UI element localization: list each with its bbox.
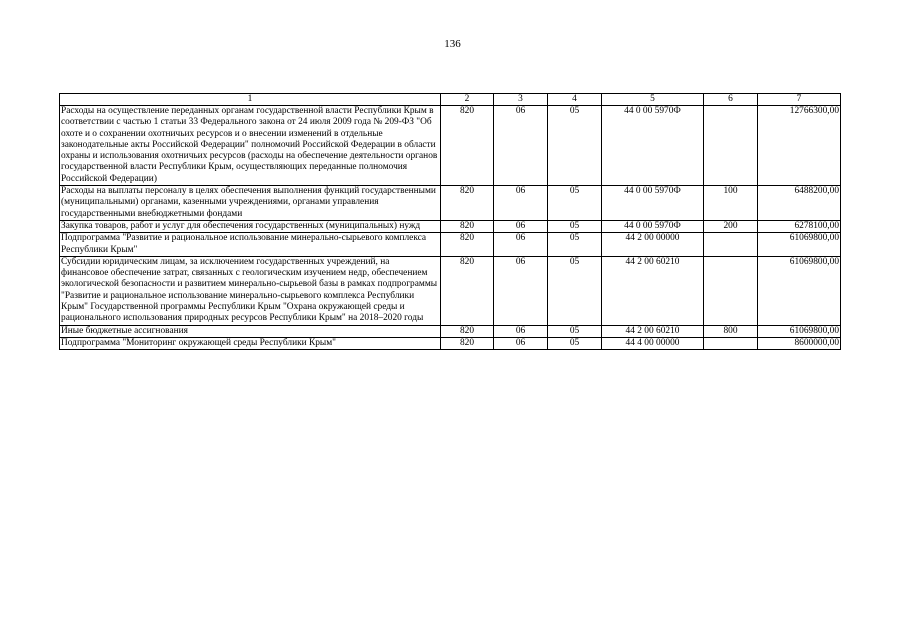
table-row xyxy=(60,325,841,337)
row-ministry-code: 820 xyxy=(441,186,494,221)
row-amount: 6488200,00 xyxy=(758,186,841,221)
table-row xyxy=(60,337,841,349)
row-subsection: 05 xyxy=(548,220,602,232)
row-subsection: 05 xyxy=(548,325,602,337)
table-row xyxy=(60,233,841,257)
table-row xyxy=(60,106,841,186)
row-target-code: 44 2 00 60210 xyxy=(602,325,704,337)
header-col-5: 5 xyxy=(602,94,704,106)
row-expense-type: 800 xyxy=(704,325,758,337)
row-target-code: 44 0 00 5970Ф xyxy=(602,106,704,186)
row-section: 06 xyxy=(494,186,548,221)
table-row xyxy=(60,256,841,325)
header-col-7: 7 xyxy=(758,94,841,106)
row-ministry-code: 820 xyxy=(441,256,494,325)
row-section: 06 xyxy=(494,325,548,337)
row-amount: 8600000,00 xyxy=(758,337,841,349)
row-ministry-code: 820 xyxy=(441,106,494,186)
header-col-1: 1 xyxy=(60,94,441,106)
row-subsection: 05 xyxy=(548,233,602,257)
table-row xyxy=(60,186,841,221)
row-expense-type xyxy=(704,233,758,257)
row-section: 06 xyxy=(494,337,548,349)
row-target-code: 44 0 00 5970Ф xyxy=(602,186,704,221)
row-name: Иные бюджетные ассигнования xyxy=(60,325,441,337)
row-amount: 6278100,00 xyxy=(758,220,841,232)
table-header-row xyxy=(60,94,841,106)
row-section: 06 xyxy=(494,233,548,257)
row-amount: 61069800,00 xyxy=(758,325,841,337)
row-subsection: 05 xyxy=(548,106,602,186)
row-ministry-code: 820 xyxy=(441,233,494,257)
page-number: 136 xyxy=(444,38,461,50)
row-subsection: 05 xyxy=(548,256,602,325)
row-target-code: 44 4 00 00000 xyxy=(602,337,704,349)
header-col-6: 6 xyxy=(704,94,758,106)
row-name: Расходы на осуществление переданных органам государственной власти Республики Крым в соответствии с частью 1 статьи 33 Федерального закона от 24 июля 2009 года № 209-ФЗ "Об охоте и о сохранении охотничьих ресурсов и о внесении изменений в отдельные законодательные акты Российской Федерации" полномочий Российской Федерации в области охраны и использования охотничьих ресурсов (расходы на обеспечение деятельности органов государственной власти Республики Крым, осуществляющих переданные полномочия Российской Федерации) xyxy=(60,106,441,186)
header-col-3: 3 xyxy=(494,94,548,106)
row-name: Расходы на выплаты персоналу в целях обеспечения выполнения функций государственными (муниципальными) органами, казенными учреждениями, органами управления государственными внебюджетными фондами xyxy=(60,186,441,221)
row-section: 06 xyxy=(494,256,548,325)
row-expense-type xyxy=(704,337,758,349)
row-amount: 12766300,00 xyxy=(758,106,841,186)
row-name: Подпрограмма "Развитие и рациональное использование минерально-сырьевого комплекса Республики Крым" xyxy=(60,233,441,257)
row-amount: 61069800,00 xyxy=(758,256,841,325)
row-name: Подпрограмма "Мониторинг окружающей среды Республики Крым" xyxy=(60,337,441,349)
table-row xyxy=(60,220,841,232)
row-ministry-code: 820 xyxy=(441,325,494,337)
row-subsection: 05 xyxy=(548,186,602,221)
row-expense-type xyxy=(704,256,758,325)
row-expense-type: 200 xyxy=(704,220,758,232)
row-section: 06 xyxy=(494,220,548,232)
row-target-code: 44 2 00 00000 xyxy=(602,233,704,257)
row-name: Закупка товаров, работ и услуг для обеспечения государственных (муниципальных) нужд xyxy=(60,220,441,232)
row-section: 06 xyxy=(494,106,548,186)
row-target-code: 44 0 00 5970Ф xyxy=(602,220,704,232)
row-ministry-code: 820 xyxy=(441,220,494,232)
row-subsection: 05 xyxy=(548,337,602,349)
row-expense-type: 100 xyxy=(704,186,758,221)
header-col-4: 4 xyxy=(548,94,602,106)
header-col-2: 2 xyxy=(441,94,494,106)
row-amount: 61069800,00 xyxy=(758,233,841,257)
row-ministry-code: 820 xyxy=(441,337,494,349)
row-name: Субсидии юридическим лицам, за исключением государственных учреждений, на финансовое обеспечение затрат, связанных с геологическим изучением недр, обеспечением экологической безопасности и развитием минерально-сырьевой базы в рамках подпрограммы "Развитие и рациональное использование минерально-сырьевого комплекса Республики Крым" Государственной программы Республики Крым "Охрана окружающей среды и рационального использования природных ресурсов Республики Крым" на 2018–2020 годы xyxy=(60,256,441,325)
budget-table xyxy=(59,93,841,350)
row-expense-type xyxy=(704,106,758,186)
row-target-code: 44 2 00 60210 xyxy=(602,256,704,325)
